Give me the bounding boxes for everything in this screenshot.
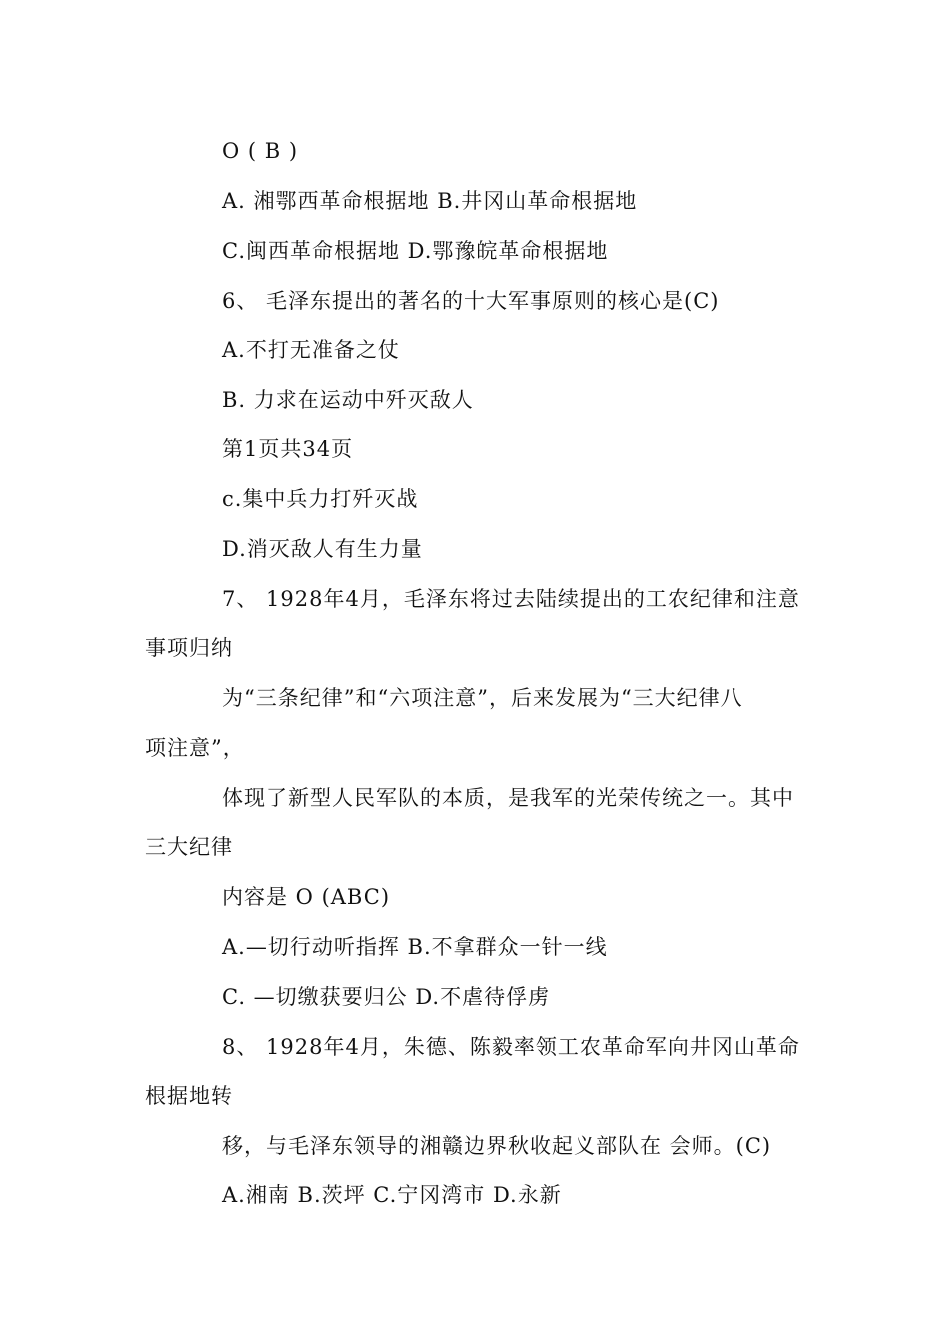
option-line: A.湘南 B.茨坪 C.宁冈湾市 D.永新 [222,1183,562,1207]
question-7: 7、 1928年4月，毛泽东将过去陆续提出的工农纪律和注意 [222,587,800,611]
option-line: C.闽西革命根据地 D.鄂豫皖革命根据地 [222,239,609,263]
option-line: A. 湘鄂西革命根据地 B.井冈山革命根据地 [222,189,638,213]
option-line: B. 力求在运动中歼灭敌人 [222,388,474,412]
option-line: A.—切行动听指挥 B.不拿群众一针一线 [222,935,608,959]
answer-line: O ( B ) [222,139,299,163]
question-7-continued: 事项归纳 [145,636,233,660]
question-7-text: 体现了新型人民军队的本质，是我军的光荣传统之一。其中 [222,786,794,810]
option-line: C. —切缴获要归公 D.不虐待俘虏 [222,985,551,1009]
question-8-text: 移，与毛泽东领导的湘赣边界秋收起义部队在 会师。(C) [222,1134,772,1158]
question-7-text: 为“三条纪律”和“六项注意”，后来发展为“三大纪律八 [222,686,743,710]
question-7-text: 内容是 O (ABC) [222,885,391,909]
question-6: 6、 毛泽东提出的著名的十大军事原则的核心是(C) [222,289,720,313]
question-8-continued: 根据地转 [145,1084,233,1108]
question-7-continued: 三大纪律 [145,835,233,859]
question-8: 8、 1928年4月，朱德、陈毅率领工农革命军向井冈山革命 [222,1035,800,1059]
option-line: D.消灭敌人有生力量 [222,537,423,561]
question-7-continued: 项注意”， [145,736,245,760]
page-number: 第1页共34页 [222,437,354,461]
option-line: A.不打无准备之仗 [222,338,400,362]
option-line: c.集中兵力打歼灭战 [222,487,419,511]
